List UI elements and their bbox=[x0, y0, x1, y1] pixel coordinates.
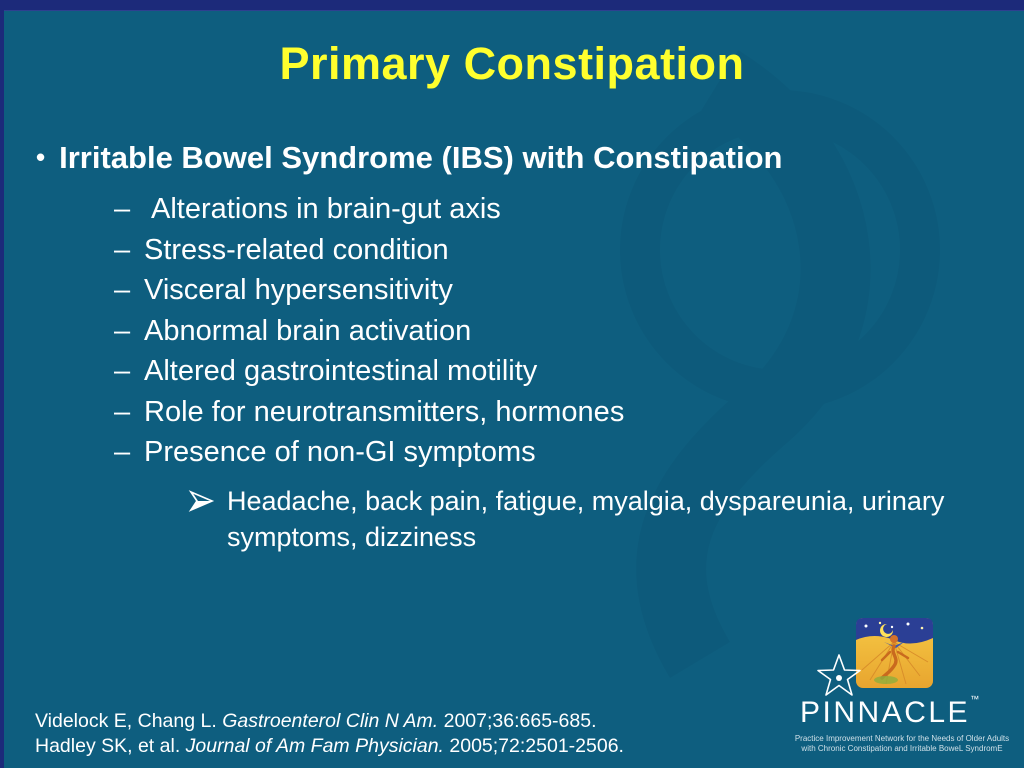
sub-bullet-text: Role for neurotransmitters, hormones bbox=[144, 395, 625, 428]
dash-bullet-icon: – bbox=[114, 274, 131, 306]
top-border-bar bbox=[0, 0, 1024, 11]
sub-bullet-text: Abnormal brain activation bbox=[144, 314, 472, 347]
pinnacle-wordmark bbox=[800, 696, 1010, 730]
sub-bullet-text: Presence of non-GI symptoms bbox=[144, 436, 536, 468]
citation-authors: Hadley SK, et al. bbox=[35, 734, 186, 757]
list-item bbox=[0, 270, 1024, 311]
dash-bullet-icon: – bbox=[114, 436, 131, 468]
sub-bullet-text: Visceral hypersensitivity bbox=[144, 274, 453, 306]
list-item bbox=[0, 351, 1024, 392]
slide-title: Primary Constipation bbox=[279, 38, 745, 89]
main-bullet-item bbox=[0, 138, 1024, 179]
bullet-dot-icon: • bbox=[36, 142, 46, 172]
wordmark-letters: NNACLE bbox=[833, 696, 971, 729]
slide-body bbox=[0, 138, 1024, 555]
dash-bullet-icon: – bbox=[114, 395, 131, 428]
list-item bbox=[0, 311, 1024, 352]
logo-tagline bbox=[786, 734, 1018, 754]
arrowhead-bullet-icon bbox=[188, 490, 215, 512]
tagline-line: Practice Improvement Network for the Needs of Older Adults bbox=[794, 734, 1010, 743]
wordmark-letter-i: I bbox=[822, 696, 834, 729]
dash-bullet-icon: – bbox=[114, 193, 131, 225]
citation-line bbox=[35, 709, 624, 734]
dash-bullet-icon: – bbox=[114, 314, 131, 347]
arrow-item-text: Headache, back pain, fatigue, myalgia, dyspareunia, urinary symptoms, dizziness bbox=[227, 485, 945, 552]
pinnacle-logo-artwork-icon bbox=[856, 618, 933, 688]
dash-bullet-icon: – bbox=[114, 233, 131, 266]
pinnacle-logo bbox=[786, 610, 1018, 758]
sub-bullet-text: Altered gastrointestinal motility bbox=[144, 355, 538, 387]
citation-journal: Gastroenterol Clin N Am. bbox=[222, 710, 439, 732]
list-item bbox=[0, 392, 1024, 433]
citations bbox=[35, 709, 624, 758]
list-item bbox=[0, 432, 1024, 473]
sub-bullet-list bbox=[0, 189, 1024, 473]
list-item bbox=[0, 189, 1024, 230]
citation-authors: Videlock E, Chang L. bbox=[35, 710, 223, 732]
dash-bullet-icon: – bbox=[114, 355, 131, 387]
tagline-line: with Chronic Constipation and Irritable BoweL SyndromE bbox=[801, 744, 1003, 753]
citation-ref: 2005;72:2501-2506. bbox=[443, 734, 624, 757]
main-bullet-text: Irritable Bowel Syndrome (IBS) with Constipation bbox=[59, 140, 783, 175]
citation-journal: Journal of Am Fam Physician. bbox=[185, 734, 444, 757]
wordmark-letter: P bbox=[800, 696, 823, 729]
sub-bullet-text: Stress-related condition bbox=[144, 233, 449, 266]
list-item bbox=[0, 230, 1024, 271]
citation-line bbox=[35, 734, 624, 759]
citation-ref: 2007;36:665-685. bbox=[438, 710, 597, 732]
star-icon bbox=[814, 652, 864, 702]
sub-bullet-text: Alterations in brain-gut axis bbox=[151, 193, 501, 225]
trademark-symbol: ™ bbox=[970, 694, 980, 704]
arrow-list-item bbox=[0, 483, 1024, 555]
